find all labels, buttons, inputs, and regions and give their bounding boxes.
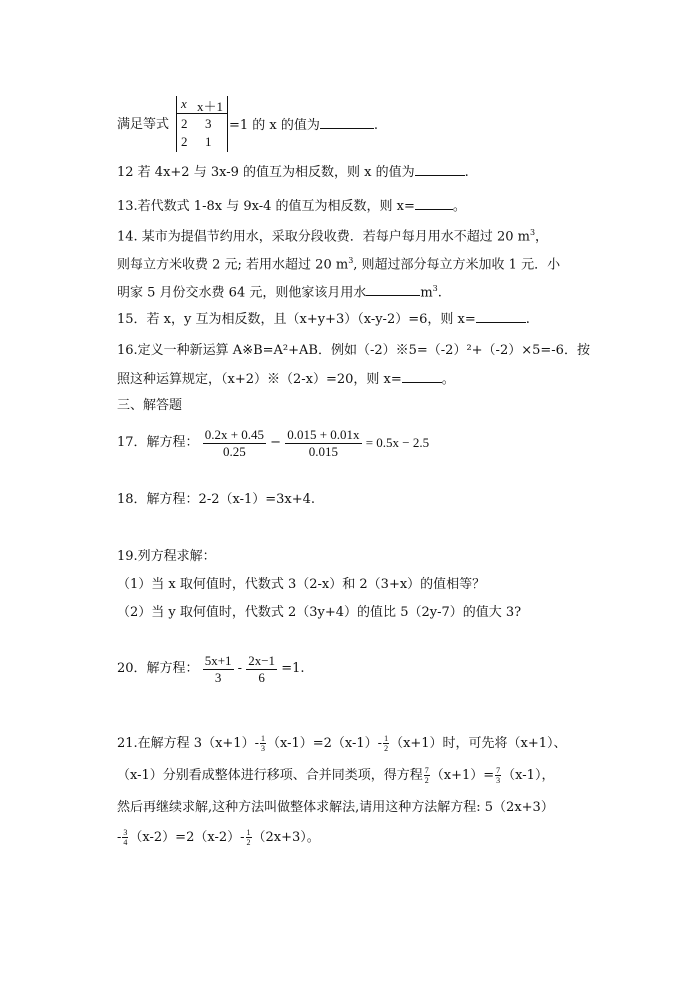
q19-p2-text: （2）当 y 取何值时，代数式 2（3y+4）的值比 5（2y-7）的值大 3? bbox=[117, 605, 522, 620]
det-r1c1: x bbox=[181, 96, 187, 111]
q21-f1d: 3 bbox=[260, 744, 265, 753]
q12-text: 12 若 4x+2 与 3x-9 的值互为相反数，则 x 的值为 bbox=[117, 165, 415, 180]
question-16-line-2 bbox=[117, 370, 455, 389]
q21-f2n: 1 bbox=[384, 734, 389, 743]
q21-f2d: 2 bbox=[384, 744, 389, 753]
q11-suffix-text: =1 的 x 的值为 bbox=[229, 118, 320, 133]
q14-l1b: ， bbox=[535, 229, 549, 245]
q21-f6d: 2 bbox=[246, 838, 251, 847]
q21-f4d: 3 bbox=[496, 776, 501, 785]
determinant bbox=[176, 96, 228, 152]
question-16-line-1 bbox=[117, 342, 590, 360]
q21-frac-3 bbox=[424, 766, 430, 785]
question-19-title bbox=[117, 548, 216, 566]
q20-fraction-2 bbox=[246, 653, 277, 686]
q21-l3: 然后再继续求解,这种方法叫做整体求解法,请用这种方法解方程: 5（2x+3） bbox=[117, 800, 554, 815]
q21-l4b: （x-2）=2（x-2）- bbox=[129, 830, 245, 845]
question-12 bbox=[117, 163, 469, 182]
section3-text: 三、解答题 bbox=[117, 398, 183, 413]
q16-l2-end: 。 bbox=[441, 372, 455, 387]
q20-f1-den: 3 bbox=[214, 669, 222, 685]
q17-f2-num: 0.015 + 0.01x bbox=[287, 426, 360, 442]
q21-frac-4 bbox=[495, 766, 501, 785]
det-r3c1: 2 bbox=[181, 134, 188, 149]
q17-label: 17．解方程： bbox=[117, 435, 199, 450]
q17-f1-num: 0.2x + 0.45 bbox=[204, 426, 265, 442]
section-heading bbox=[117, 397, 182, 415]
q14-l2a: 则每立方米收费 2 元; 若用水超过 20 m bbox=[117, 257, 349, 273]
q21-l1c: （x+1）时，可先将（x+1）、 bbox=[390, 736, 567, 751]
q21-l4c: （2x+3）。 bbox=[252, 830, 320, 845]
q17-fraction-2 bbox=[285, 427, 361, 460]
question-14-line-2 bbox=[117, 252, 560, 274]
q21-l4a: - bbox=[117, 830, 122, 845]
q17-f2-den: 0.015 bbox=[308, 443, 339, 459]
q14-l3-sup: 3 bbox=[432, 284, 438, 293]
q17-f1-den: 0.25 bbox=[222, 443, 246, 459]
question-19-part-1 bbox=[117, 576, 485, 594]
q11-suffix bbox=[229, 116, 378, 135]
q21-frac-6 bbox=[246, 828, 252, 847]
q14-l3-end: . bbox=[437, 285, 442, 301]
det-r2c2: 3 bbox=[205, 116, 212, 131]
det-r1c2: x＋1 bbox=[197, 99, 224, 114]
q21-f5d: 4 bbox=[123, 838, 128, 847]
q21-f4n: 7 bbox=[496, 766, 501, 775]
answer-blank[interactable] bbox=[366, 283, 420, 296]
q12-end: . bbox=[464, 165, 469, 180]
q21-frac-5 bbox=[122, 828, 128, 847]
q21-f6n: 1 bbox=[246, 828, 251, 837]
q21-l2a: （x-1）分别看成整体进行移项、合并同类项，得方程 bbox=[117, 768, 423, 783]
q17-minus: − bbox=[270, 435, 282, 450]
answer-blank[interactable] bbox=[415, 197, 453, 210]
question-14-line-3 bbox=[117, 280, 442, 302]
question-14-line-1 bbox=[117, 224, 548, 246]
question-17 bbox=[117, 425, 429, 462]
q21-l2c: （x-1）， bbox=[502, 768, 555, 783]
q15-text: 15．若 x，y 互为相反数，且（x+y+3）（x-y-2）=6，则 x= bbox=[117, 312, 476, 327]
q14-l1a: 14. 某市为提倡节约用水，采取分段收费．若每户每月用水不超过 20 m bbox=[117, 229, 530, 245]
q20-fraction-1 bbox=[203, 653, 234, 686]
q16-l2a: 照这种运算规定，（x+2）※（2-x）=20，则 x= bbox=[117, 372, 402, 387]
q14-l2-sup: 3 bbox=[348, 256, 354, 265]
q17-rhs: = 0.5x − 2.5 bbox=[365, 435, 430, 450]
q21-frac-2 bbox=[383, 734, 389, 753]
question-21-line-1 bbox=[117, 733, 567, 755]
q13-end: 。 bbox=[452, 199, 466, 214]
q13-text: 13.若代数式 1-8x 与 9x-4 的值互为相反数，则 x= bbox=[117, 199, 415, 214]
det-r3c2: 1 bbox=[205, 134, 212, 149]
q21-f5n: 3 bbox=[123, 828, 128, 837]
q14-l2b: , 则超过部分每立方米加收 1 元．小 bbox=[353, 257, 561, 273]
q21-f1n: 1 bbox=[260, 734, 265, 743]
question-15 bbox=[117, 310, 530, 329]
q19-title-text: 19.列方程求解： bbox=[117, 549, 216, 564]
q17-fraction-1 bbox=[203, 427, 266, 460]
q21-frac-1 bbox=[260, 734, 266, 753]
q20-f2-num: 2x−1 bbox=[248, 652, 276, 668]
det-r2c1: 2 bbox=[181, 116, 188, 131]
q14-l3a: 明家 5 月份交水费 64 元，则他家该月用水 bbox=[117, 285, 367, 301]
q15-end: . bbox=[525, 312, 530, 327]
q11-prefix bbox=[117, 116, 169, 134]
q16-l1: 16.定义一种新运算 A※B=A²+AB．例如（-2）※5=（-2）²+（-2）×5=-6．按 bbox=[117, 343, 590, 358]
question-21-line-4 bbox=[117, 827, 320, 849]
question-21-line-2 bbox=[117, 765, 554, 787]
q11-end: . bbox=[373, 118, 379, 133]
question-20 bbox=[117, 651, 305, 688]
answer-blank[interactable] bbox=[320, 116, 374, 129]
q21-l1a: 21.在解方程 3（x+1）- bbox=[117, 736, 259, 751]
q14-l1-sup: 3 bbox=[529, 228, 536, 237]
q20-f2-den: 6 bbox=[258, 669, 265, 685]
q19-p1-text: （1）当 x 取何值时，代数式 3（2-x）和 2（3+x）的值相等？ bbox=[117, 577, 486, 592]
q20-f1-num: 5x+1 bbox=[204, 652, 232, 668]
q14-unit: m bbox=[420, 285, 433, 301]
question-13 bbox=[117, 197, 466, 216]
q18-text: 18．解方程：2-2（x-1）=3x+4. bbox=[117, 492, 316, 507]
question-19-part-2 bbox=[117, 604, 521, 622]
answer-blank[interactable] bbox=[476, 310, 526, 323]
q20-minus: - bbox=[237, 661, 243, 676]
q21-f3n: 7 bbox=[424, 766, 429, 775]
question-21-line-3 bbox=[117, 797, 554, 819]
q21-f3d: 2 bbox=[424, 776, 429, 785]
q20-label: 20．解方程： bbox=[117, 661, 199, 676]
det-divider bbox=[177, 113, 227, 114]
answer-blank[interactable] bbox=[415, 163, 465, 176]
q11-prefix-text: 满足等式 bbox=[117, 117, 170, 132]
q20-rhs: =1. bbox=[281, 661, 305, 676]
q21-l1b: （x-1）=2（x-1）- bbox=[266, 736, 383, 751]
answer-blank[interactable] bbox=[402, 370, 442, 383]
question-18 bbox=[117, 491, 315, 509]
q21-l2b: （x+1）= bbox=[430, 768, 495, 783]
